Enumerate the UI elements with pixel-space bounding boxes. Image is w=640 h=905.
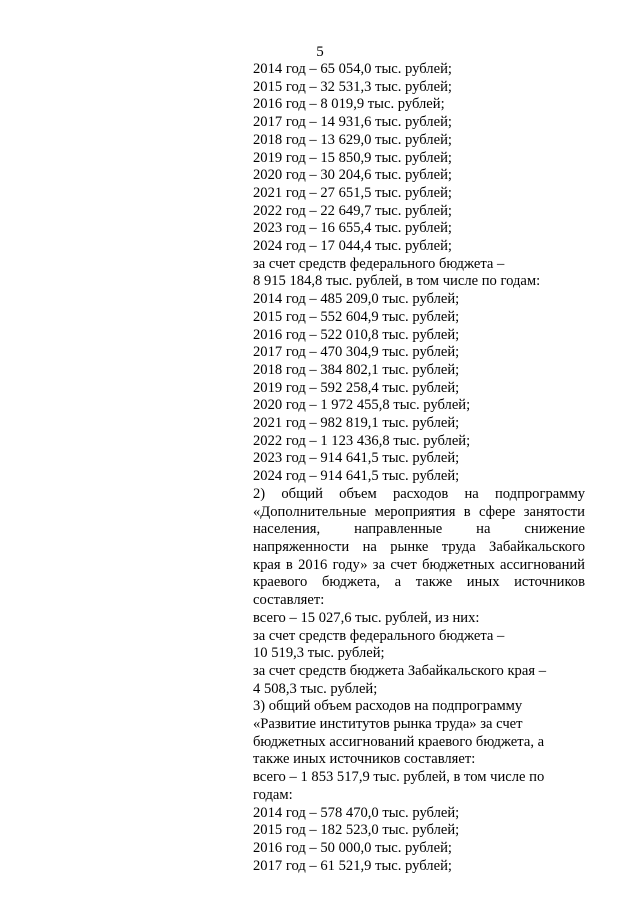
text-line: «Дополнительные мероприятия в сфере занятости [253,503,585,520]
text-line: за счет средств федерального бюджета – [253,627,505,644]
text-line: 2015 год – 552 604,9 тыс. рублей; [253,308,460,325]
text-line: 2) общий объем расходов на подпрограмму [253,485,585,502]
text-line: 2016 год – 50 000,0 тыс. рублей; [253,839,452,856]
text-line: края в 2016 году» за счет бюджетных ассигнований [253,556,585,573]
text-line: 2020 год – 30 204,6 тыс. рублей; [253,167,452,184]
text-line: 2019 год – 592 258,4 тыс. рублей; [253,379,460,396]
text-line: 2024 год – 17 044,4 тыс. рублей; [253,238,452,255]
text-line: 2015 год – 32 531,3 тыс. рублей; [253,78,452,95]
text-line: 2023 год – 16 655,4 тыс. рублей; [253,220,452,237]
text-line: 2018 год – 13 629,0 тыс. рублей; [253,131,452,148]
page-number: 5 [316,44,324,60]
text-line: 2020 год – 1 972 455,8 тыс. рублей; [253,397,471,414]
text-line: 2017 год – 14 931,6 тыс. рублей; [253,114,452,131]
text-line: 2018 год – 384 802,1 тыс. рублей; [253,361,460,378]
text-line: 2024 год – 914 641,5 тыс. рублей; [253,468,460,485]
text-line: 2016 год – 8 019,9 тыс. рублей; [253,96,445,113]
text-line: 2019 год – 15 850,9 тыс. рублей; [253,149,452,166]
text-line: краевого бюджета, а также иных источников [253,574,585,591]
text-line: 2017 год – 61 521,9 тыс. рублей; [253,857,452,874]
text-line: бюджетных ассигнований краевого бюджета, а [253,733,545,750]
text-line: 2014 год – 578 470,0 тыс. рублей; [253,804,460,821]
text-line: всего – 15 027,6 тыс. рублей, из них: [253,609,480,626]
text-line: 2023 год – 914 641,5 тыс. рублей; [253,450,460,467]
text-line: «Развитие институтов рынка труда» за счет [253,716,523,733]
text-line: 2021 год – 27 651,5 тыс. рублей; [253,184,452,201]
text-line: 8 915 184,8 тыс. рублей, в том числе по годам: [253,273,541,290]
text-line: 2015 год – 182 523,0 тыс. рублей; [253,822,460,839]
text-line: 2021 год – 982 819,1 тыс. рублей; [253,415,460,432]
text-line: 3) общий объем расходов на подпрограмму [253,698,523,715]
text-line: 2016 год – 522 010,8 тыс. рублей; [253,326,460,343]
text-line: 10 519,3 тыс. рублей; [253,645,385,662]
text-line: всего – 1 853 517,9 тыс. рублей, в том числе по [253,769,545,786]
text-line: 4 508,3 тыс. рублей; [253,680,378,697]
text-line: за счет средств бюджета Забайкальского края – [253,662,546,679]
text-line: 2022 год – 22 649,7 тыс. рублей; [253,202,452,219]
text-line: за счет средств федерального бюджета – [253,255,505,272]
text-line: 2022 год – 1 123 436,8 тыс. рублей; [253,432,471,449]
text-line: напряженности на рынке труда Забайкальского [253,538,585,555]
text-line: 2017 год – 470 304,9 тыс. рублей; [253,344,460,361]
text-line: составляет: [253,592,325,609]
text-line: 2014 год – 485 209,0 тыс. рублей; [253,291,460,308]
text-line: годам: [253,786,293,803]
text-line: также иных источников составляет: [253,751,476,768]
text-line: 2014 год – 65 054,0 тыс. рублей; [253,61,452,77]
document-body [253,61,585,875]
text-line: населения, направленные на снижение [253,521,585,538]
